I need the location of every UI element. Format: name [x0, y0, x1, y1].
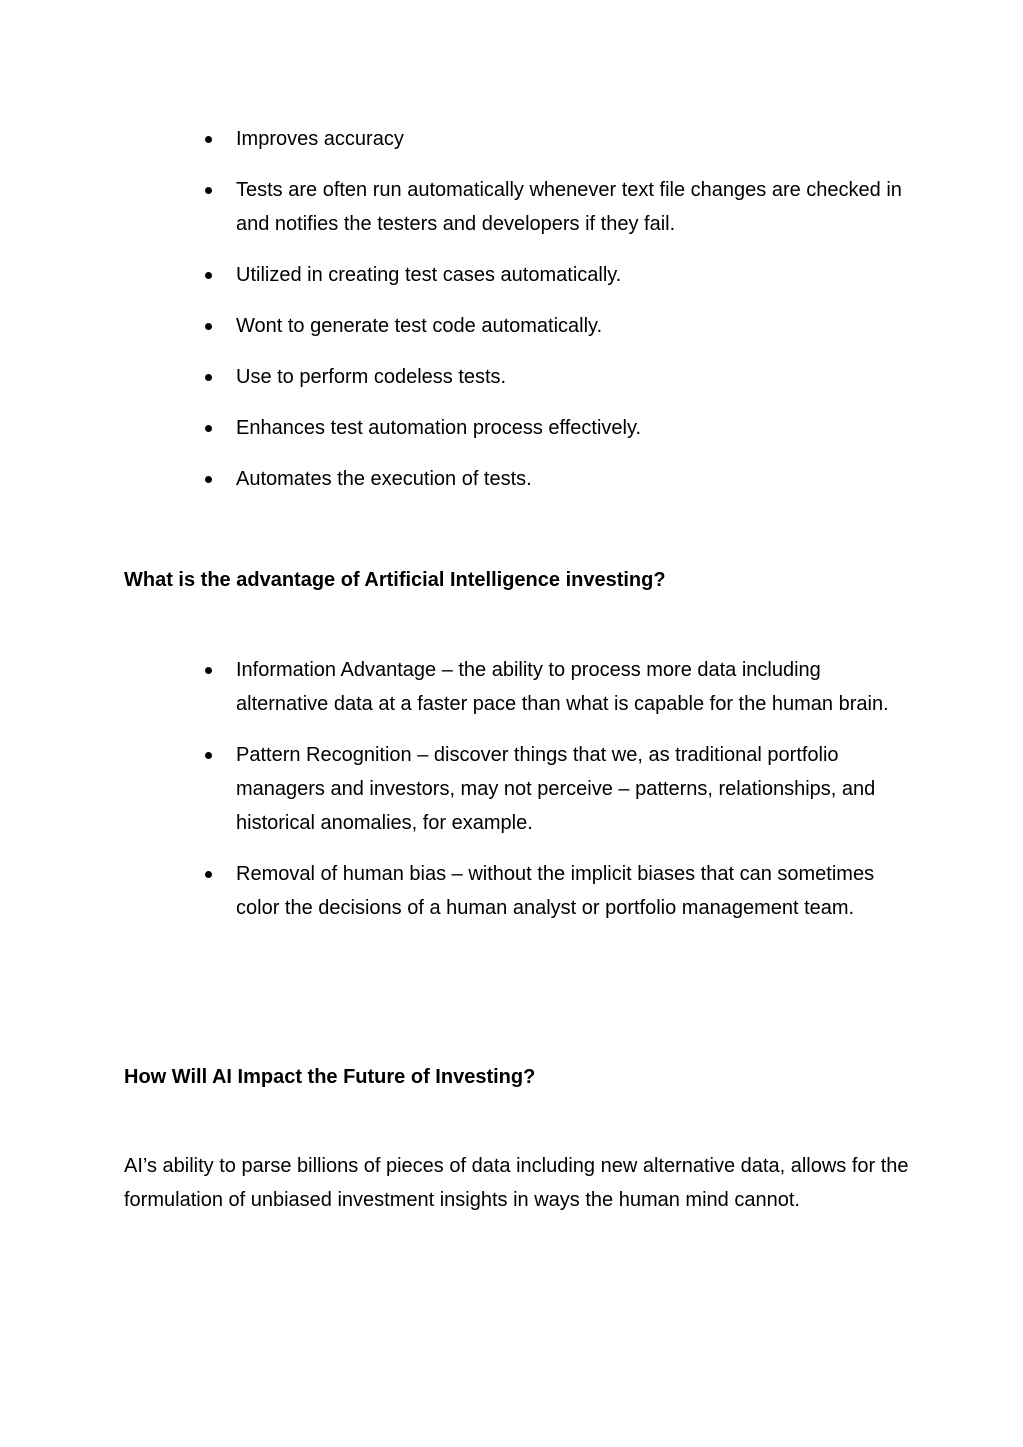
bullet-icon [205, 272, 212, 279]
section-heading-future-of-investing: How Will AI Impact the Future of Investing? [124, 1066, 536, 1088]
list-item [236, 258, 906, 292]
list-item [236, 653, 906, 721]
list-item-text: Information Advantage – the ability to process more data including alternative data at a faster pace than what is capable for the human brain. [236, 659, 889, 715]
list-item-text: Improves accuracy [236, 128, 404, 150]
list-item-text: Pattern Recognition – discover things that we, as traditional portfolio managers and investors, may not perceive – patterns, relationships, and historical anomalies, for example. [236, 744, 876, 834]
list-item [236, 738, 906, 840]
list-item-text: Wont to generate test code automatically. [236, 315, 603, 337]
list-item [236, 411, 906, 445]
bullet-icon [205, 871, 212, 878]
body-paragraph: AI’s ability to parse billions of pieces of data including new alternative data, allows for the formulation of unbiased investment insights in ways the human mind cannot. [124, 1155, 909, 1211]
bullet-icon [205, 667, 212, 674]
bullet-icon [205, 187, 212, 194]
advantages-list [236, 653, 906, 942]
section-heading-ai-investing-advantage: What is the advantage of Artificial Intelligence investing? [124, 569, 666, 591]
bullet-icon [205, 374, 212, 381]
bullet-icon [205, 476, 212, 483]
list-item-text: Enhances test automation process effectively. [236, 417, 642, 439]
list-item-text: Use to perform codeless tests. [236, 366, 507, 388]
benefits-list [236, 122, 906, 513]
list-item [236, 857, 906, 925]
bullet-icon [205, 323, 212, 330]
list-item-text: Removal of human bias – without the implicit biases that can sometimes color the decisions of a human analyst or portfolio management team. [236, 863, 875, 919]
list-item-text: Automates the execution of tests. [236, 468, 532, 490]
bullet-icon [205, 425, 212, 432]
list-item-text: Utilized in creating test cases automatically. [236, 264, 622, 286]
bullet-icon [205, 136, 212, 143]
list-item [236, 462, 906, 496]
list-item-text: Tests are often run automatically whenever text file changes are checked in and notifies the testers and developers if they fail. [236, 179, 902, 235]
list-item [236, 360, 906, 394]
list-item [236, 309, 906, 343]
list-item [236, 122, 906, 156]
bullet-icon [205, 752, 212, 759]
list-item [236, 173, 906, 241]
